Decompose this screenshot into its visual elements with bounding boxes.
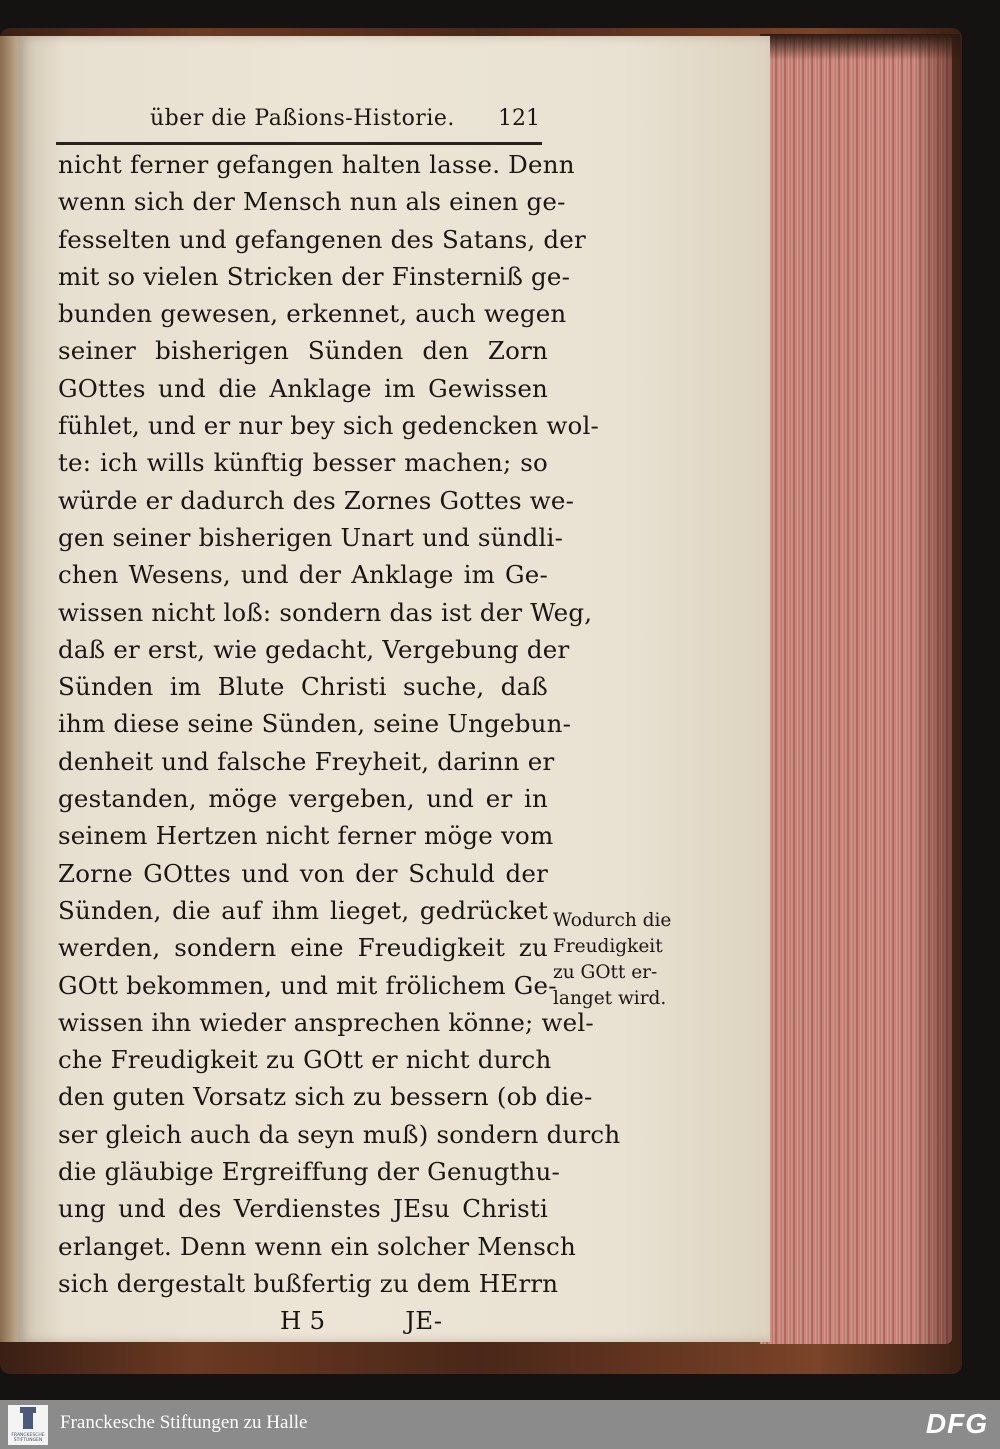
text-line: che Freudigkeit zu GOtt er nicht durch bbox=[58, 1045, 552, 1075]
text-line: seiner bisherigen Sünden den Zorn bbox=[58, 336, 548, 366]
text-line: Zorne GOttes und von der Schuld der bbox=[58, 858, 548, 888]
logo-text-line-2: STIFTUNGEN bbox=[13, 1438, 43, 1443]
page-number: 121 bbox=[498, 106, 540, 131]
margin-note-line: langet wird. bbox=[553, 988, 667, 1009]
text-line: erlanget. Denn wenn ein solcher Mensch bbox=[58, 1231, 576, 1261]
text-line: fesselten und gefangenen des Satans, der bbox=[58, 224, 586, 254]
text-line: Sünden, die auf ihm lieget, gedrücket bbox=[58, 895, 548, 925]
logo-text-line-1: FRANCKESCHE bbox=[11, 1433, 45, 1438]
running-header bbox=[150, 106, 540, 142]
institution-name: Franckesche Stiftungen zu Halle bbox=[60, 1412, 308, 1433]
text-line: seinem Hertzen nicht ferner möge vom bbox=[58, 821, 554, 851]
margin-note-line: Freudigkeit bbox=[553, 936, 663, 957]
header-rule bbox=[56, 142, 542, 145]
text-line: mit so vielen Stricken der Finsterniß ge- bbox=[58, 261, 571, 291]
text-line: werden, sondern eine Freudigkeit zu bbox=[58, 933, 548, 963]
margin-note bbox=[553, 908, 695, 1012]
text-line: nicht ferner gefangen halten lasse. Denn bbox=[58, 150, 575, 179]
text-line: wissen nicht loß: sondern das ist der Weg, bbox=[58, 597, 593, 627]
dfg-logo: DFG bbox=[925, 1408, 988, 1439]
tower-icon bbox=[23, 1411, 33, 1429]
text-line: sich dergestalt bußfertig zu dem HErrn bbox=[58, 1268, 559, 1298]
text-line: den guten Vorsatz sich zu bessern (ob die- bbox=[58, 1082, 593, 1112]
page-edge-shadow bbox=[760, 34, 960, 60]
text-line: te: ich wills künftig besser machen; so bbox=[58, 448, 548, 478]
text-line: würde er dadurch des Zornes Gottes we- bbox=[58, 485, 575, 515]
text-line: wenn sich der Mensch nun als einen ge- bbox=[58, 187, 566, 217]
text-line: gen seiner bisherigen Unart und sündli- bbox=[58, 522, 564, 552]
text-line: fühlet, und er nur bey sich gedencken wol- bbox=[58, 411, 599, 441]
running-title: über die Paßions-Historie. bbox=[150, 106, 455, 131]
margin-note-line: Wodurch die bbox=[553, 910, 672, 931]
text-line: chen Wesens, und der Anklage im Ge- bbox=[58, 560, 548, 590]
text-line: Sünden im Blute Christi suche, daß bbox=[58, 672, 548, 702]
text-line: wissen ihn wieder ansprechen könne; wel- bbox=[58, 1007, 594, 1037]
text-line: denheit und falsche Freyheit, darinn er bbox=[58, 746, 555, 776]
text-line: GOttes und die Anklage im Gewissen bbox=[58, 373, 548, 403]
text-line: daß er erst, wie gedacht, Vergebung der bbox=[58, 634, 570, 664]
text-line: ung und des Verdienstes JEsu Christi bbox=[58, 1194, 548, 1224]
margin-note-line: zu GOtt er- bbox=[553, 962, 658, 983]
text-line: gestanden, möge vergeben, und er in bbox=[58, 784, 548, 814]
text-line: GOtt bekommen, und mit frölichem Ge- bbox=[58, 970, 557, 1000]
footer-bar bbox=[0, 1400, 1000, 1449]
text-line: ihm diese seine Sünden, seine Ungebun- bbox=[58, 709, 572, 739]
text-line: H 5 JE- bbox=[280, 1306, 443, 1336]
institution-logo bbox=[8, 1405, 48, 1445]
text-line: ser gleich auch da seyn muß) sondern durch bbox=[58, 1119, 621, 1149]
page-edges bbox=[760, 34, 952, 1344]
text-line: bunden gewesen, erkennet, auch wegen bbox=[58, 299, 567, 329]
text-line: die gläubige Ergreiffung der Genugthu- bbox=[58, 1157, 560, 1187]
